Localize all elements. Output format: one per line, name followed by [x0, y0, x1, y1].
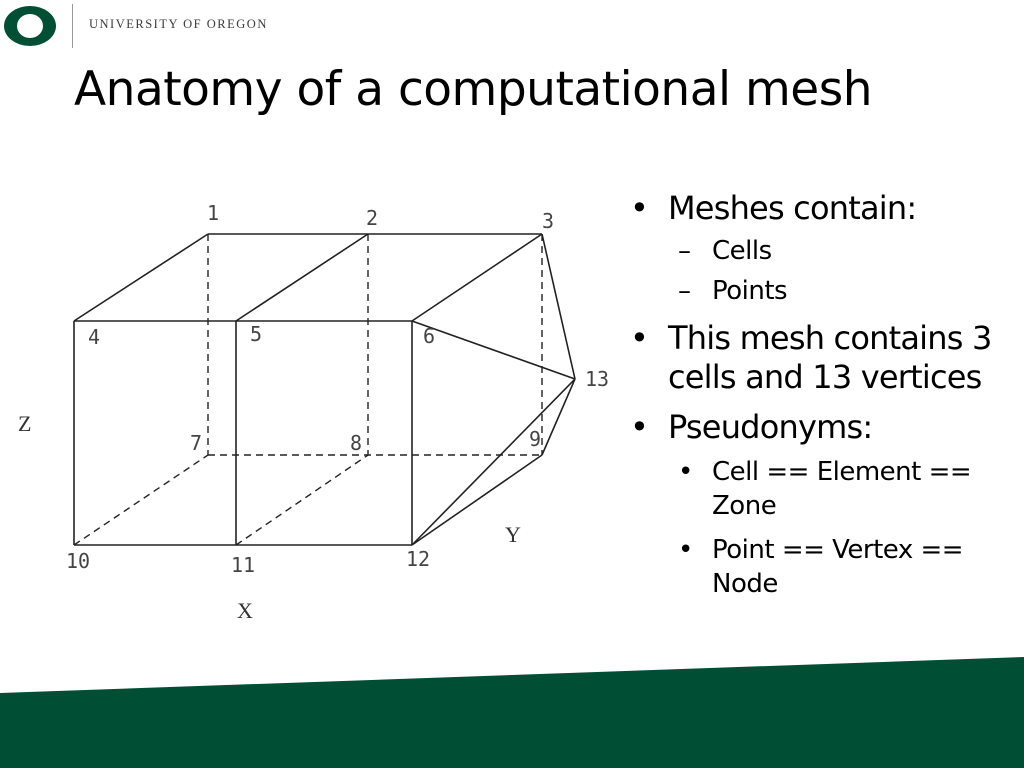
point-label-4: 4	[88, 325, 101, 349]
university-name: UNIVERSITY OF OREGON	[89, 17, 268, 31]
bullet-item	[628, 407, 1008, 447]
university-of-oregon-logo	[0, 0, 64, 50]
point-label-7: 7	[190, 431, 203, 455]
point-label-1: 1	[207, 201, 220, 225]
mesh-diagram	[0, 180, 620, 630]
bullet-dot-icon: •	[630, 319, 649, 357]
point-label-5: 5	[250, 322, 263, 346]
point-label-12: 12	[406, 547, 431, 571]
axis-label-y: Y	[505, 522, 521, 547]
sub-bullet-item	[628, 533, 1008, 601]
mesh-point-labels	[66, 201, 609, 577]
mesh-solid-edges	[74, 234, 575, 545]
point-label-3: 3	[542, 209, 555, 233]
sub-bullet-item	[628, 234, 1008, 268]
axis-label-x: X	[237, 598, 253, 623]
sub-bullet-item	[628, 274, 1008, 308]
point-label-2: 2	[366, 206, 379, 230]
slide-header	[0, 0, 1024, 50]
sub-bullet-text: Cells	[712, 236, 772, 266]
bullet-text: This mesh contains 3 cells and 13 vertices	[668, 319, 992, 396]
footer-band	[0, 650, 1024, 768]
bullet-dot-icon: •	[630, 189, 649, 227]
point-label-9: 9	[529, 427, 542, 451]
bullet-list	[628, 188, 1008, 601]
axis-label-z: Z	[18, 411, 32, 436]
bullet-text: Meshes contain:	[668, 189, 917, 227]
point-label-6: 6	[423, 324, 436, 348]
sub-bullet-text: Points	[712, 276, 788, 306]
sub-bullet-text: Point == Vertex == Node	[712, 535, 964, 599]
point-label-8: 8	[350, 431, 363, 455]
point-label-10: 10	[66, 549, 91, 573]
bullet-item	[628, 188, 1008, 228]
bullet-dot-icon: •	[678, 457, 693, 487]
dash-icon: –	[678, 236, 691, 266]
bullet-item	[628, 319, 1008, 397]
bullet-dot-icon: •	[678, 535, 693, 565]
header-divider	[72, 4, 73, 48]
sub-bullet-text: Cell == Element == Zone	[712, 457, 972, 521]
slide-title: Anatomy of a computational mesh	[74, 62, 872, 117]
dash-icon: –	[678, 276, 691, 306]
bullet-text: Pseudonyms:	[668, 408, 873, 446]
point-label-11: 11	[231, 553, 256, 577]
point-label-13: 13	[585, 367, 610, 391]
mesh-axis-labels	[18, 411, 521, 623]
bullet-dot-icon: •	[630, 408, 649, 446]
sub-bullet-item	[628, 455, 1008, 523]
